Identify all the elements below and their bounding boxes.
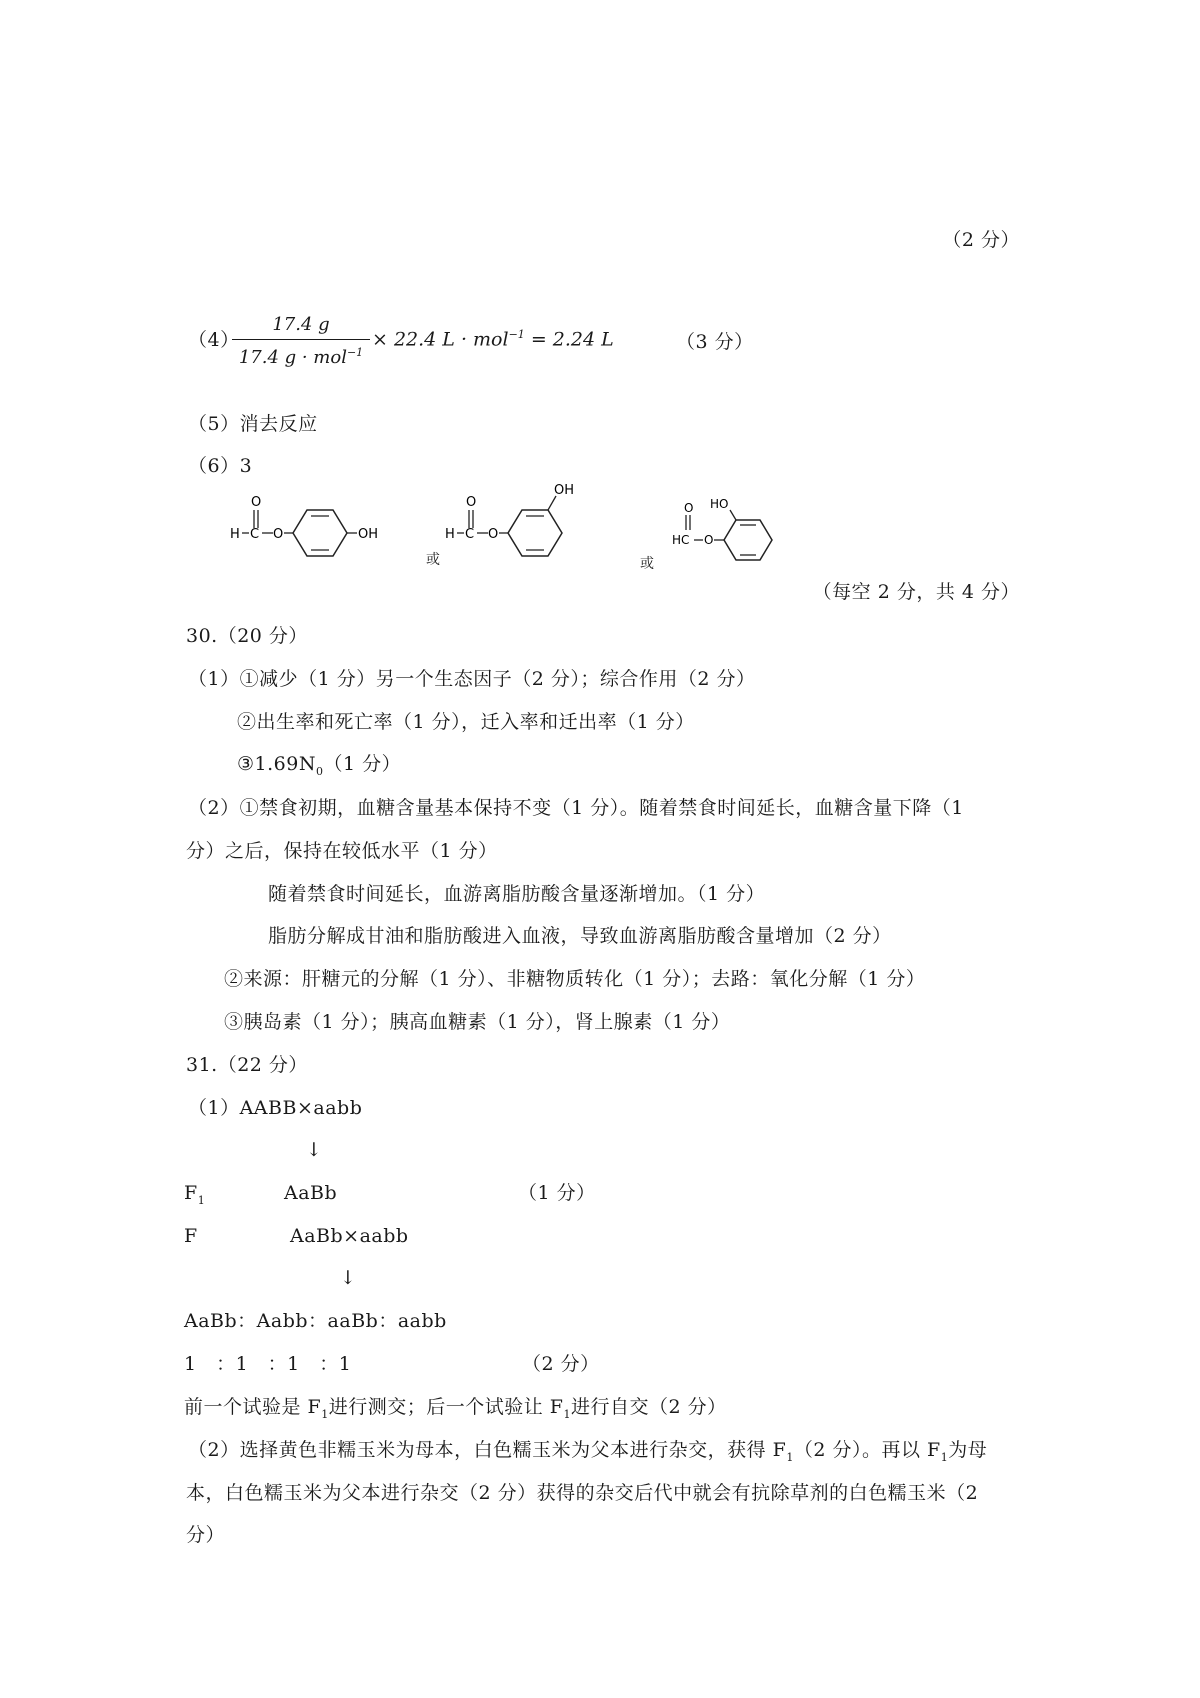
ratio-genotypes: AaBb：Aabb：aaBb：aabb [184,1310,447,1332]
ratio-numbers: 1 ：1 ：1 ：1 [184,1353,352,1375]
s31-test-c: 进行自交（2 分） [570,1396,727,1418]
structure-para [225,488,405,568]
q4-numerator: 17.4 g [232,314,370,340]
structure-ortho [670,490,810,570]
q4-den-exponent: −1 [346,346,364,359]
s30-2-5: ②来源：肝糖元的分解（1 分）、非糖物质转化（1 分）；去路：氧化分解（1 分） [224,968,926,990]
q4-label: （4） [188,329,240,351]
s30-2-3: 随着禁食时间延长，血游离脂肪酸含量逐渐增加。（1 分） [268,883,766,905]
s31-2-1b: （2 分）。再以 F [793,1439,941,1461]
or-2: 或 [640,556,655,572]
s3-ho: HO [710,497,729,511]
s30-1-3-end: （1 分） [323,753,402,775]
s31-2-1 [188,1438,987,1470]
section-30: 30.（20 分） [186,625,308,647]
s31-test-b: 进行测交；后一个试验让 F [328,1396,564,1418]
s31-test-sub1: 1 [321,1407,329,1421]
s30-1-3 [237,752,401,784]
s1-c: C [250,527,260,542]
q4-times-exponent: −1 [508,328,525,341]
f1-letter: F [184,1182,198,1204]
q6-score: （每空 2 分，共 4 分） [812,581,1020,603]
s1-h: H [230,527,240,542]
s1-oh: OH [358,527,379,542]
q4-den-text: 17.4 g · mol [238,347,347,368]
s31-test-a: 前一个试验是 F [184,1396,322,1418]
s2-carbonyl-o: O [466,495,477,510]
f-label: F [184,1225,198,1247]
section-31: 31.（22 分） [186,1054,308,1076]
q5: （5）消去反应 [188,413,318,435]
q4-denominator [232,340,370,368]
s31-2-3: 分） [186,1524,226,1546]
q4-score: （3 分） [676,331,754,353]
s31-2-1a: （2）选择黄色非糯玉米为母本，白色糯玉米为父本进行杂交，获得 F [188,1439,787,1461]
s2-oh: OH [554,483,575,498]
q4-fraction [232,314,370,368]
or-1: 或 [426,552,441,568]
f1-score: （1 分） [518,1182,596,1204]
q4-result: = 2.24 L [524,328,614,351]
s31-test-sub2: 1 [563,1407,571,1421]
f1-genotype: AaBb [284,1182,338,1204]
f1-label [184,1181,205,1213]
ratio-score: （2 分） [522,1353,600,1375]
s30-2-4: 脂肪分解成甘油和脂肪酸进入血液，导致血游离脂肪酸含量增加（2 分） [268,925,892,947]
s31-2-sub1: 1 [786,1450,794,1464]
s30-1-3-text: ③1.69N [237,753,316,775]
s30-2-2: 分）之后，保持在较低水平（1 分） [186,840,498,862]
s30-1-3-sub: 0 [315,764,324,778]
s31-2-2: 本，白色糯玉米为父本进行杂交（2 分）获得的杂交后代中就会有抗除草剂的白色糯玉米（2 [186,1482,979,1504]
s1-o: O [273,527,284,542]
s2-h: H [445,527,455,542]
s30-2-6: ③胰岛素（1 分）；胰高血糖素（1 分），肾上腺素（1 分） [224,1011,731,1033]
arrow-2: ↓ [340,1267,357,1289]
s1-carbonyl-o: O [251,495,262,510]
f-cross: AaBb×aabb [290,1225,409,1247]
s30-1-1: （1）①减少（1 分）另一个生态因子（2 分）；综合作用（2 分） [188,668,756,690]
arrow-1: ↓ [306,1139,323,1161]
f1-sub: 1 [197,1193,206,1207]
s2-c: C [465,527,475,542]
s31-2-sub2: 1 [940,1450,949,1464]
s2-o: O [488,527,499,542]
s31-1-cross: （1）AABB×aabb [188,1097,363,1119]
s3-hc: HC [672,533,690,547]
s30-1-2: ②出生率和死亡率（1 分），迁入率和迁出率（1 分） [237,711,695,733]
s31-test [184,1395,727,1427]
q4-rest [372,328,614,350]
s30-2-1: （2）①禁食初期，血糖含量基本保持不变（1 分）。随着禁食时间延长，血糖含量下降（1 [188,797,964,819]
q6: （6）3 [188,455,253,477]
s3-carbonyl-o: O [684,501,694,515]
s31-2-1c: 为母 [948,1439,988,1461]
q4-times: × 22.4 L · mol [372,328,509,351]
s3-o: O [704,533,714,547]
score-2: （2 分） [942,229,1020,251]
structure-meta [440,480,620,572]
